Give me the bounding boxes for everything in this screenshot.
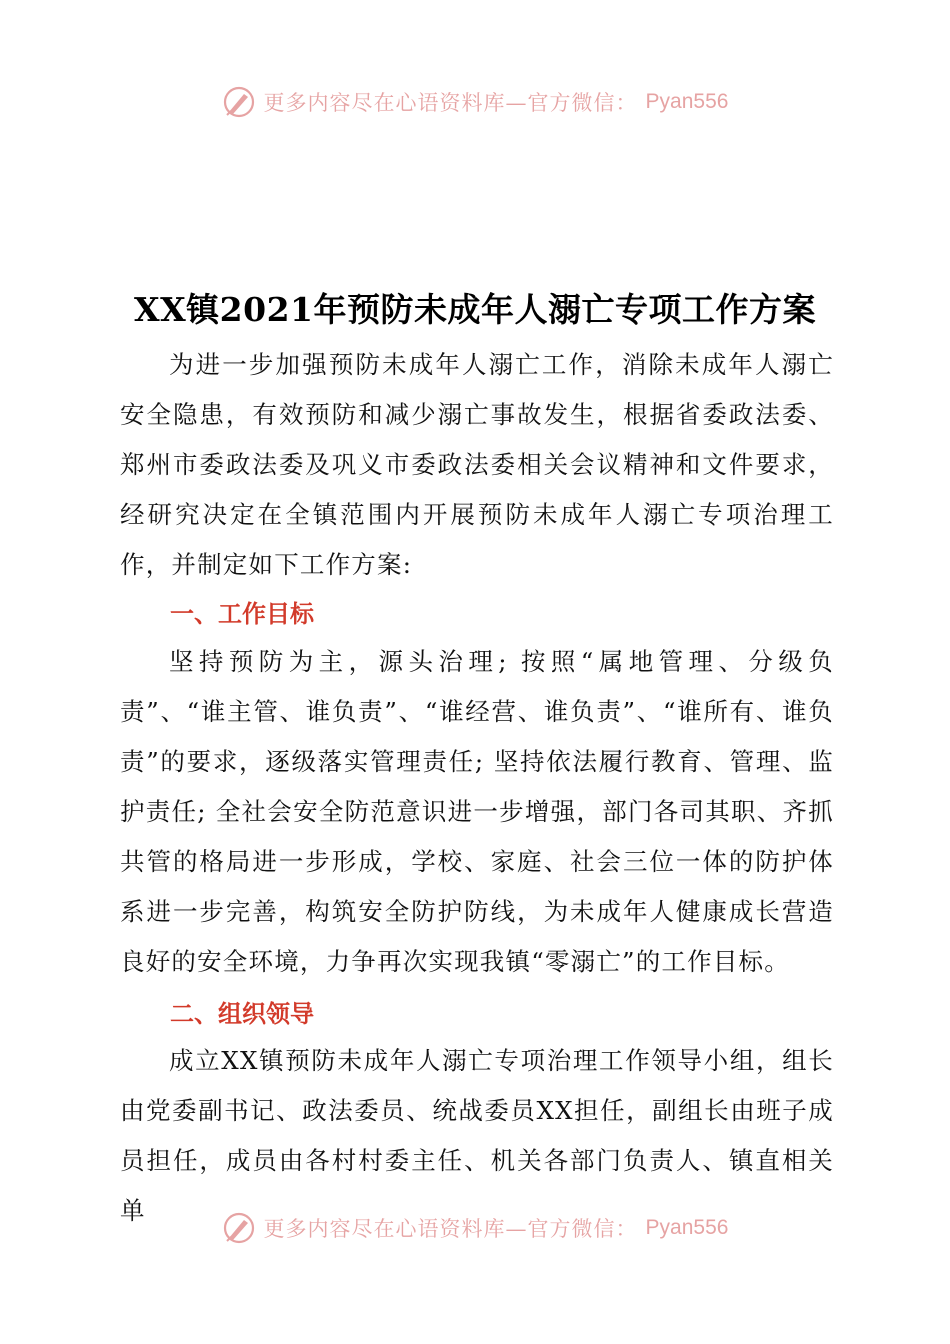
pen-logo-icon bbox=[222, 85, 256, 119]
section-body-organization: 成立XX镇预防未成年人溺亡专项治理工作领导小组，组长由党委副书记、政法委员、统战委员XX担任，副组长由班子成员担任，成员由各村村委主任、机关各部门负责人、镇直相关单 bbox=[120, 1046, 834, 1225]
watermark-wechat-id: Pyan556 bbox=[645, 90, 729, 113]
watermark-top bbox=[0, 80, 950, 124]
pen-logo-icon bbox=[222, 1211, 256, 1245]
watermark-text: 更多内容尽在心语资料库—官方微信： bbox=[263, 1217, 638, 1241]
watermark-wechat-id: Pyan556 bbox=[645, 1216, 729, 1239]
intro-paragraph: 为进一步加强预防未成年人溺亡工作，消除未成年人溺亡安全隐患，有效预防和减少溺亡事故发生，根据省委政法委、郑州市委政法委及巩义市委政法委相关会议精神和文件要求，经研究决定在全镇范围内开展预防未成年人溺亡专项治理工作，并制定如下工作方案: bbox=[120, 350, 834, 579]
document-title: XX镇2021年预防未成年人溺亡专项工作方案 bbox=[133, 290, 817, 330]
watermark-bottom bbox=[0, 1206, 950, 1250]
section-heading-goals: 一、工作目标 bbox=[170, 600, 314, 628]
section-body-goals: 坚持预防为主，源头治理; 按照“属地管理、分级负责”、“谁主管、谁负责”、“谁经营、谁负责”、“谁所有、谁负责”的要求，逐级落实管理责任; 坚持依法履行教育、管理、监护责任; 全社会安全防范意识进一步增强，部门各司其职、齐抓共管的格局进一步形成，学校、家庭、社会三位一体的防护体系进一步完善，构筑安全防护防线，为未成年人健康成长营造良好的安全环境，力争再次实现我镇“零溺亡”的工作目标。 bbox=[120, 647, 834, 976]
section-heading-organization: 二、组织领导 bbox=[170, 1000, 314, 1028]
watermark-text: 更多内容尽在心语资料库—官方微信： bbox=[263, 91, 638, 115]
